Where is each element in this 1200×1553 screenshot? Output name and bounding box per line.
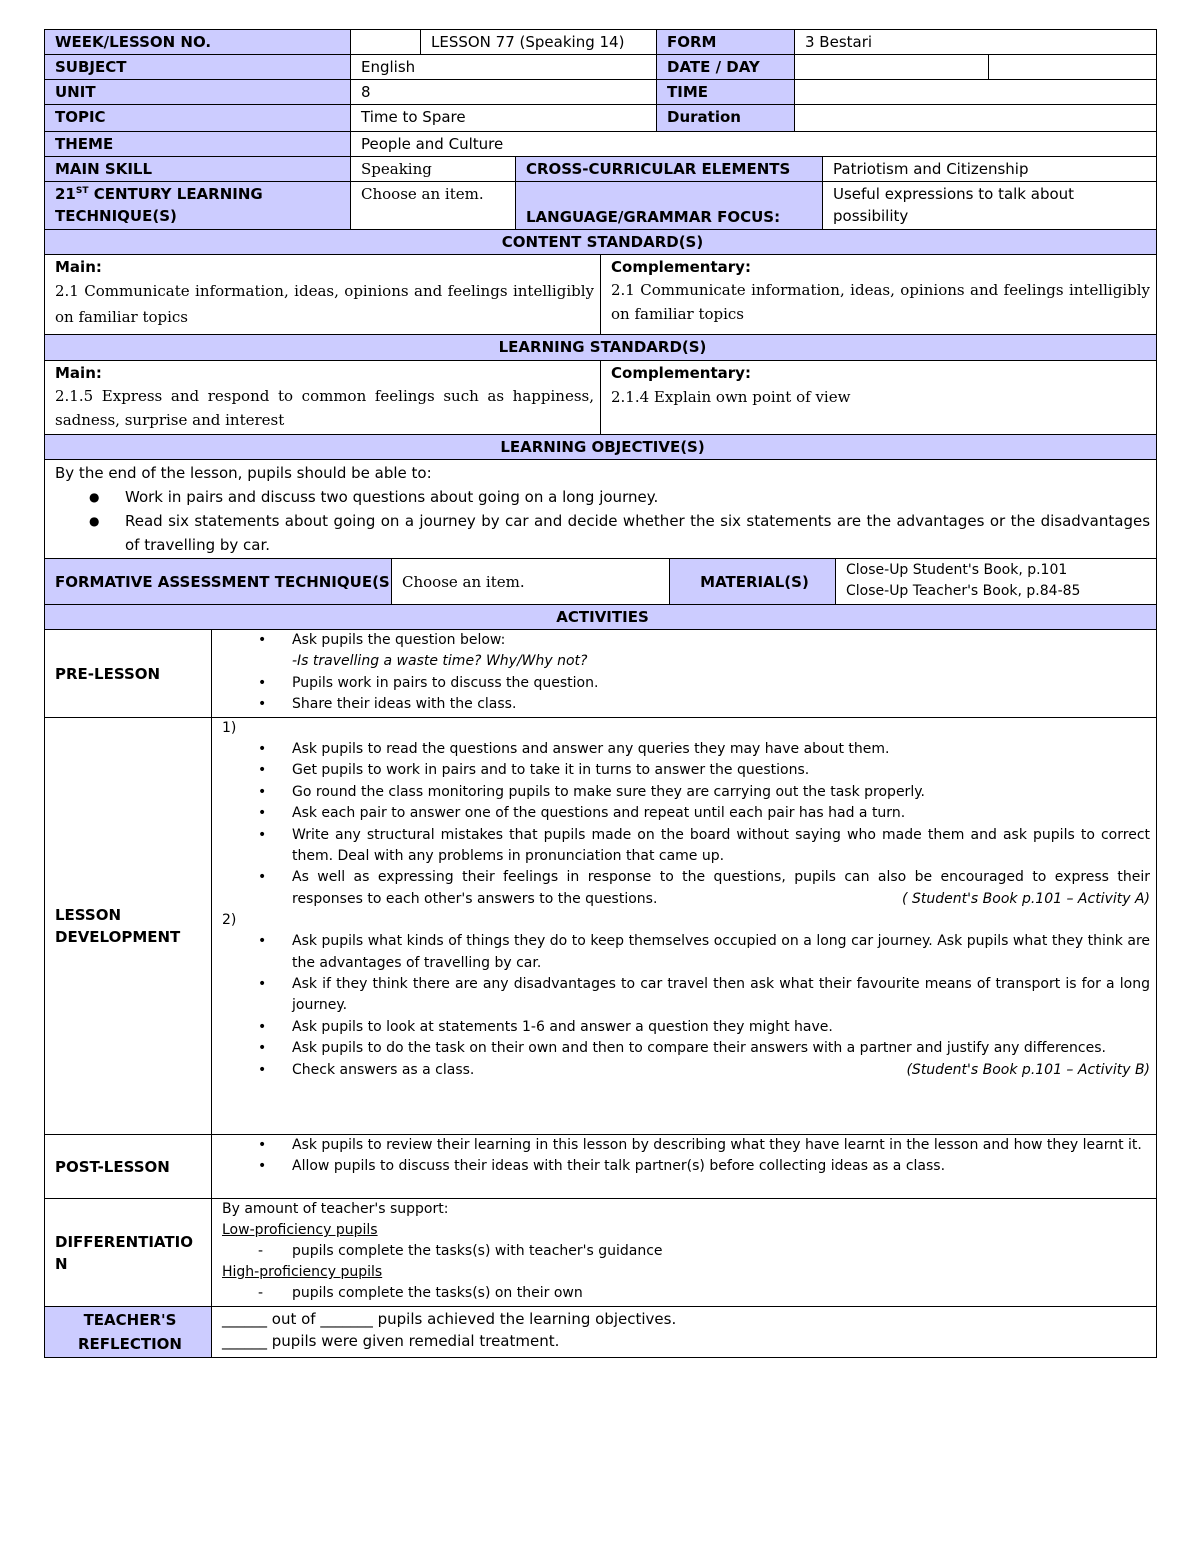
- differentiation-label-line2: N: [55, 1254, 68, 1273]
- dev-step: • Ask pupils to look at statements 1-6 and answer a question they might have.: [292, 1017, 1150, 1038]
- content-standard-main: [45, 255, 601, 335]
- learning-standard-main: [45, 361, 601, 435]
- high-proficiency-list: [222, 1283, 1150, 1304]
- duration-label: Duration: [657, 105, 795, 132]
- post-lesson-item: • Allow pupils to discuss their ideas with their talk partner(s) before collecting ideas as a class.: [292, 1156, 1150, 1177]
- form-value[interactable]: 3 Bestari: [795, 30, 1157, 55]
- subject-label: SUBJECT: [45, 55, 351, 80]
- part-two-list: [222, 931, 1150, 1081]
- technique-dropdown[interactable]: Choose an item.: [351, 182, 516, 230]
- header-table: [44, 29, 1157, 132]
- pre-lesson-question-intro: Ask pupils the question below:: [292, 632, 506, 648]
- unit-value[interactable]: 8: [351, 80, 657, 105]
- dev-step-text: As well as expressing their feelings in response to the questions, pupils can also be encouraged to express their responses to each other's answers to the questions.: [292, 869, 1151, 907]
- reflection-line-remedial[interactable]: ______ pupils were given remedial treatment.: [222, 1332, 560, 1350]
- content-standard-complementary: [601, 255, 1157, 335]
- cce-label: CROSS-CURRICULAR ELEMENTS: [516, 157, 823, 182]
- lesson-development-label-line2: DEVELOPMENT: [55, 928, 181, 946]
- reflection-cell: [212, 1307, 1157, 1358]
- duration-value[interactable]: [795, 105, 1157, 132]
- dev-step: • Ask pupils to read the questions and answer any queries they may have about them.: [292, 739, 1150, 760]
- dev-step: • Get pupils to work in pairs and to take it in turns to answer the questions.: [292, 760, 1150, 781]
- pre-lesson-item: [292, 630, 1150, 673]
- technique-label-sup: ST: [75, 186, 89, 196]
- material-cell: [836, 559, 1157, 605]
- technique-label-num: 21: [55, 185, 76, 203]
- form-label: FORM: [657, 30, 795, 55]
- post-lesson-item: • Ask pupils to review their learning in this lesson by describing what they have learnt in the lesson and how they learnt it.: [292, 1135, 1150, 1156]
- differentiation-label-line1: DIFFERENTIATIO: [55, 1232, 193, 1251]
- learning-main-label: Main:: [55, 364, 102, 382]
- low-proficiency-item: - pupils complete the tasks(s) with teacher's guidance: [292, 1241, 1150, 1262]
- dev-step: • Ask if they think there are any disadvantages to car travel then ask what their favourite means of transport is for a long journey.: [292, 974, 1150, 1017]
- learning-standard-heading: LEARNING STANDARD(S): [45, 335, 1157, 361]
- skill-table: [44, 131, 1157, 230]
- post-lesson-list: [222, 1135, 1150, 1178]
- pre-lesson-list: [222, 630, 1150, 716]
- objectives-heading: LEARNING OBJECTIVE(S): [45, 435, 1157, 460]
- objectives-list: [55, 485, 1150, 557]
- lesson-value[interactable]: LESSON 77 (Speaking 14): [421, 30, 657, 55]
- grammar-value[interactable]: Useful expressions to talk about possibility: [823, 182, 1157, 230]
- day-value[interactable]: [989, 55, 1157, 80]
- part-one-list: [222, 739, 1150, 910]
- pre-lesson-item: • Share their ideas with the class.: [292, 694, 1150, 715]
- subject-value[interactable]: English: [351, 55, 657, 80]
- high-proficiency-item: - pupils complete the tasks(s) on their own: [292, 1283, 1150, 1304]
- learning-standard-complementary: [601, 361, 1157, 435]
- high-proficiency-heading: High-proficiency pupils: [222, 1264, 383, 1280]
- content-comp-label: Complementary:: [611, 258, 751, 276]
- objective-item: ● Work in pairs and discuss two questions about going on a long journey.: [125, 485, 1150, 509]
- topic-value[interactable]: Time to Spare: [351, 105, 657, 132]
- differentiation-label: [45, 1199, 212, 1307]
- week-value[interactable]: [351, 30, 421, 55]
- low-proficiency-list: [222, 1241, 1150, 1262]
- pre-lesson-item: • Pupils work in pairs to discuss the question.: [292, 673, 1150, 694]
- post-lesson-cell: [212, 1135, 1157, 1199]
- material-label: MATERIAL(S): [670, 559, 836, 605]
- reflection-line-objectives[interactable]: ______ out of _______ pupils achieved the learning objectives.: [222, 1310, 677, 1328]
- dev-step-text: Check answers as a class.: [292, 1061, 475, 1078]
- material-student-book: Close-Up Student's Book, p.101: [846, 562, 1068, 578]
- week-label: WEEK/LESSON NO.: [45, 30, 351, 55]
- low-proficiency-heading: Low-proficiency pupils: [222, 1222, 378, 1238]
- dev-step: • Ask each pair to answer one of the questions and repeat until each pair has had a turn.: [292, 803, 1150, 824]
- date-label: DATE / DAY: [657, 55, 795, 80]
- part-one-number: 1): [222, 720, 237, 736]
- technique-label: [45, 182, 351, 230]
- objective-item: ● Read six statements about going on a journey by car and decide whether the six statements are the advantages or the disadvantages of travelling by car.: [125, 509, 1150, 557]
- post-lesson-label: POST-LESSON: [45, 1135, 212, 1199]
- content-main-label: Main:: [55, 258, 102, 276]
- time-value[interactable]: [795, 80, 1157, 105]
- activities-heading: ACTIVITIES: [45, 605, 1157, 630]
- activity-b-reference: (Student's Book p.101 – Activity B): [906, 1061, 1151, 1078]
- pre-lesson-cell: [212, 630, 1157, 718]
- activities-table: [44, 604, 1157, 1358]
- unit-label: UNIT: [45, 80, 351, 105]
- dev-step: [292, 867, 1150, 910]
- cce-value[interactable]: Patriotism and Citizenship: [823, 157, 1157, 182]
- lesson-development-cell: [212, 718, 1157, 1135]
- reflection-label-line2: REFLECTION: [78, 1335, 182, 1353]
- part-two-number: 2): [222, 912, 237, 929]
- grammar-label: LANGUAGE/GRAMMAR FOCUS:: [516, 182, 823, 230]
- learning-main-text: 2.1.5 Express and respond to common feelings such as happiness, sadness, surprise and interest: [55, 387, 594, 429]
- pre-lesson-question: -Is travelling a waste time? Why/Why not?: [292, 653, 588, 670]
- theme-value[interactable]: People and Culture: [351, 132, 1157, 157]
- dev-step: • Ask pupils what kinds of things they do to keep themselves occupied on a long car journey. Ask pupils what they think are the advantages of travelling by car.: [292, 931, 1150, 974]
- assessment-table: [44, 558, 1157, 605]
- assessment-label: FORMATIVE ASSESSMENT TECHNIQUE(S: [45, 559, 392, 605]
- lesson-development-label: [45, 718, 212, 1135]
- assessment-dropdown[interactable]: Choose an item.: [392, 559, 670, 605]
- lesson-plan-sheet: [44, 29, 1156, 1358]
- dev-step: • Ask pupils to do the task on their own and then to compare their answers with a partner and justify any differences.: [292, 1038, 1150, 1059]
- dev-step: • Write any structural mistakes that pupils made on the board without saying who made them and ask pupils to correct them. Deal with any problems in pronunciation that came up.: [292, 825, 1150, 868]
- objectives-intro: By the end of the lesson, pupils should be able to:: [55, 464, 432, 482]
- main-skill-value[interactable]: Speaking: [351, 157, 516, 182]
- differentiation-cell: [212, 1199, 1157, 1307]
- content-standard-table: [44, 229, 1157, 559]
- content-standard-heading: CONTENT STANDARD(S): [45, 230, 1157, 255]
- technique-label-text: CENTURY LEARNING TECHNIQUE(S): [55, 185, 263, 225]
- learning-comp-label: Complementary:: [611, 364, 751, 382]
- time-label: TIME: [657, 80, 795, 105]
- pre-lesson-label: PRE-LESSON: [45, 630, 212, 718]
- learning-comp-text: 2.1.4 Explain own point of view: [611, 388, 851, 406]
- activity-a-reference: ( Student's Book p.101 – Activity A): [902, 890, 1151, 907]
- material-teacher-book: Close-Up Teacher's Book, p.84-85: [846, 583, 1081, 599]
- dev-step: • Go round the class monitoring pupils to make sure they are carrying out the task properly.: [292, 782, 1150, 803]
- objectives-cell: [45, 460, 1157, 559]
- date-value[interactable]: [795, 55, 989, 80]
- lesson-development-label-line1: LESSON: [55, 906, 122, 924]
- reflection-label-line1: TEACHER'S: [83, 1311, 177, 1329]
- reflection-label: [45, 1307, 212, 1358]
- theme-label: THEME: [45, 132, 351, 157]
- topic-label: TOPIC: [45, 105, 351, 132]
- content-main-text: 2.1 Communicate information, ideas, opinions and feelings intelligibly on familiar topics: [55, 282, 594, 326]
- content-comp-text: 2.1 Communicate information, ideas, opinions and feelings intelligibly on familiar topics: [611, 281, 1151, 323]
- dev-step: [292, 1060, 1150, 1081]
- main-skill-label: MAIN SKILL: [45, 157, 351, 182]
- differentiation-intro: By amount of teacher's support:: [222, 1201, 449, 1217]
